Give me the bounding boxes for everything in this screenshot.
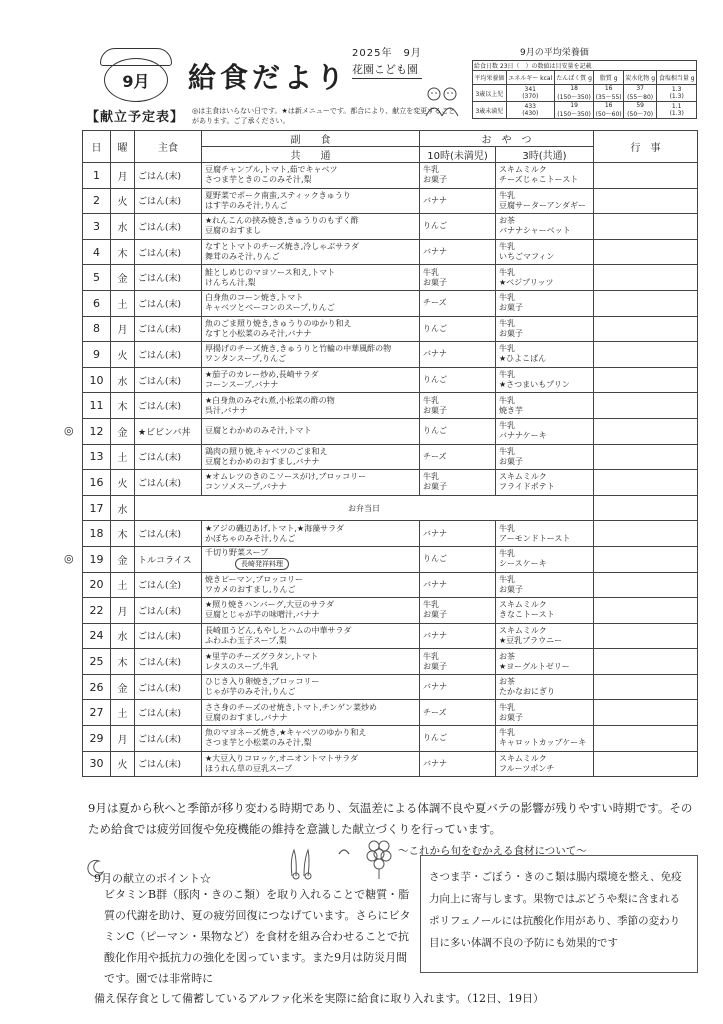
menu-row [83,751,698,777]
menu-side [202,700,420,726]
menu-side [202,418,420,444]
menu-snack-3: お茶 バナナシャーベット [496,214,594,240]
menu-side-line1: ★大豆入りコロッケ,オニオントマトサラダ [205,753,359,763]
menu-side-line1: 厚揚げのチーズ焼き,きゅうりと竹輪の中華風酢の物 [205,344,392,354]
menu-snack-3: 牛乳 キャロットカップケーキ [496,726,594,752]
flower-icon [336,846,352,862]
menu-day: 1 [83,163,111,189]
menu-staple: ごはん(全) [135,572,202,598]
menu-snack-10: りんご [420,418,496,444]
menu-day: 13 [83,444,111,470]
menu-section-note: ◎は主食はいらない日です。★は新メニューです。都合により、献立を変更することがあります。ご了承ください。 [192,107,456,125]
menu-row [83,470,698,496]
menu-snack-3: 牛乳 ★ひよこぱん [496,342,594,368]
header-staple: 主食 [135,131,202,163]
menu-snack-10: バナナ [420,751,496,777]
menu-side-line1: 魚のマヨネーズ焼き,★キャベツのゆかり和え [205,728,367,738]
menu-side-line2: ワンタンスープ,りんご [205,354,287,364]
menu-row [83,214,698,240]
menu-side-line2: はす芋のみそ汁,りんご [205,200,288,210]
menu-side [202,290,420,316]
menu-weekday: 月 [111,163,135,189]
menu-snack-3: 牛乳 いちごマフィン [496,239,594,265]
menu-event [594,521,698,547]
stockpile-note: 備え保存食として備蓄しているアルファ化米を実際に給食に取り入れます。（12日、19日） [94,992,544,1005]
menu-side-line1: ★里芋のチーズグラタン,トマト [205,651,319,661]
menu-side-line1: 長崎皿うどん,もやしとハムの中華サラダ [205,625,352,635]
menu-side [202,265,420,291]
menu-snack-10: 牛乳 お菓子 [420,649,496,675]
nutrition-value: 1.3 (1.3) [657,85,697,102]
menu-table [82,130,698,777]
menu-snack-10: バナナ [420,521,496,547]
menu-side [202,521,420,547]
menu-event [594,239,698,265]
date-school-block [352,46,422,79]
menu-weekday: 土 [111,572,135,598]
menu-event [594,623,698,649]
menu-snack-10: バナナ [420,572,496,598]
menu-event [594,726,698,752]
nutrition-value: 1.1 (1.3) [657,102,697,119]
nutrition-header: 平均栄養価 [473,71,507,85]
menu-row [83,290,698,316]
menu-snack-3: スキムミルク チーズじゃこトースト [496,163,594,189]
menu-snack-10: りんご [420,367,496,393]
menu-row [83,265,698,291]
menu-weekday: 木 [111,649,135,675]
menu-event [594,290,698,316]
nutrition-value: 19 (150〜350) [554,102,594,119]
menu-side-line2: けんちん汁,梨 [205,277,256,287]
menu-side-line2: 舞茸のみそ汁,りんご [205,252,280,262]
nutrition-header: 脂質 g [594,71,624,85]
menu-row [83,674,698,700]
menu-side-line1: 白身魚のコーン焼き,トマト [205,293,304,303]
menu-side [202,214,420,240]
menu-side [202,163,420,189]
menu-row [83,495,698,521]
page-title: 給食だより [188,61,349,94]
menu-side [202,572,420,598]
menu-day: 10 [83,367,111,393]
no-staple-marker: ◎ [64,552,74,566]
menu-side-line2: なすと小松菜のみそ汁,バナナ [205,328,312,338]
menu-weekday: 木 [111,521,135,547]
menu-side [202,393,420,419]
nutrition-header: 炭水化物 g [623,71,656,85]
menu-snack-10: バナナ [420,239,496,265]
menu-day: 4 [83,239,111,265]
menu-side-line2: さつま芋と小松菜のみそ汁,梨 [205,738,312,748]
menu-event [594,163,698,189]
menu-side-line1: なすとトマトのチーズ焼き,冷しゃぶサラダ [205,242,360,252]
nutrition-value: 433 (430) [506,102,554,119]
menu-staple: ごはん(末) [135,444,202,470]
menu-side-line1: ★照り焼きハンバーグ,大豆のサラダ [205,600,335,610]
menu-day: 27 [83,700,111,726]
menu-day: 12 [83,418,111,444]
menu-staple: ごはん(末) [135,726,202,752]
menu-row [83,418,698,444]
menu-staple: ごはん(末) [135,649,202,675]
menu-snack-10: チーズ [420,290,496,316]
menu-row [83,316,698,342]
nutrition-header: エネルギー kcal [506,71,554,85]
header-snack-3: 3時(共通) [496,147,594,163]
menu-snack-3: スキムミルク きなこトースト [496,598,594,624]
menu-side-line1: 豆腐チャンプル,トマト,茹でキャベツ [205,165,338,175]
menu-event [594,342,698,368]
menu-side-line2: 豆腐とわかめのおすまし,バナナ [205,456,320,466]
menu-side [202,623,420,649]
menu-side-line2: ふわふわ玉子スープ,梨 [205,635,287,645]
menu-side [202,367,420,393]
menu-snack-3: スキムミルク フライドポテト [496,470,594,496]
menu-header-row [83,131,698,147]
menu-side-line1: ★オムレツのきのこソースがけ,ブロッコリー [205,472,367,482]
menu-row [83,623,698,649]
nutrition-value: 16 (50〜60) [595,102,622,118]
seasonal-ingredients-body: さつま芋・ごぼう・きのこ類は腸内環境を整え、免疫力向上に寄与します。果物ではぶどうや梨に含まれるポリフェノールには抗酸化作用があり、季節の変わり目に多い体調不良の予防にも効果的です [429,871,682,949]
menu-staple: ごはん(末) [135,214,202,240]
menu-day: 6 [83,290,111,316]
menu-weekday: 火 [111,188,135,214]
menu-day: 2 [83,188,111,214]
rabbit-illustration-icon [284,846,324,880]
menu-snack-10: バナナ [420,674,496,700]
menu-side [202,470,420,496]
menu-snack-3: 牛乳 お菓子 [496,444,594,470]
menu-snack-3: 牛乳 シースケーキ [496,546,594,572]
menu-side-line2: コーンスープ,バナナ [205,380,279,390]
menu-day: 30 [83,751,111,777]
menu-side-line1: ★白身魚のみぞれ煮,小松菜の酢の物 [205,395,335,405]
menu-staple: ごはん(末) [135,367,202,393]
menu-snack-10: バナナ [420,342,496,368]
menu-row [83,444,698,470]
menu-side-line2: キャベツとベーコンのスープ,りんご [205,303,335,313]
menu-weekday: 火 [111,470,135,496]
menu-special: お弁当日 [135,495,594,521]
menu-side [202,751,420,777]
menu-weekday: 水 [111,367,135,393]
menu-side [202,188,420,214]
month-badge [98,46,176,108]
menu-weekday: 土 [111,290,135,316]
menu-weekday: 土 [111,700,135,726]
menu-staple: ごはん(末) [135,470,202,496]
menu-snack-3: お茶 たかなおにぎり [496,674,594,700]
nutrition-value: 16 (35〜55) [595,85,622,101]
menu-event [594,214,698,240]
nutrition-header: 食塩相当量 g [657,71,697,85]
nutrition-header-row [473,71,697,85]
menu-snack-10: りんご [420,726,496,752]
menu-weekday: 木 [111,393,135,419]
menu-event [594,188,698,214]
menu-event [594,700,698,726]
nutrition-value: 37 (55〜80) [623,85,656,102]
menu-row [83,572,698,598]
menu-snack-3: 牛乳 お菓子 [496,572,594,598]
menu-side [202,342,420,368]
menu-row [83,393,698,419]
menu-row [83,726,698,752]
menu-event [594,367,698,393]
menu-staple: ごはん(末) [135,188,202,214]
menu-staple: ごはん(末) [135,674,202,700]
header-day: 日 [83,131,111,163]
menu-staple: ごはん(末) [135,239,202,265]
menu-side-line2: 豆腐のおすまし,バナナ [205,712,288,722]
menu-staple: ごはん(末) [135,623,202,649]
menu-snack-10: 牛乳 お菓子 [420,470,496,496]
menu-day: 18 [83,521,111,547]
nutrition-value: 341 (370) [506,85,554,102]
menu-event [594,598,698,624]
header-snack-10: 10時(未満児) [420,147,496,163]
menu-event [594,444,698,470]
menu-staple: ★ビビンバ丼 [135,418,202,444]
menu-side [202,239,420,265]
menu-snack-3: 牛乳 ★ベジプリッツ [496,265,594,291]
menu-staple: ごはん(末) [135,700,202,726]
menu-weekday: 水 [111,623,135,649]
menu-side-line2: じゃが芋のみそ汁,りんご [205,687,296,697]
menu-row [83,239,698,265]
menu-snack-10: バナナ [420,623,496,649]
menu-event [594,316,698,342]
nutrition-row [473,85,697,102]
menu-day: 20 [83,572,111,598]
menu-side-line2: レタスのスープ,牛乳 [205,661,279,671]
menu-staple: ごはん(末) [135,265,202,291]
menu-snack-10: チーズ [420,700,496,726]
menu-snack-10: チーズ [420,444,496,470]
menu-side-line2: 豆腐のおすまし [205,226,261,236]
menu-staple: ごはん(末) [135,316,202,342]
menu-staple: ごはん(末) [135,342,202,368]
menu-snack-3: 牛乳 お菓子 [496,290,594,316]
menu-weekday: 月 [111,316,135,342]
menu-day: 5 [83,265,111,291]
menu-day: 24 [83,623,111,649]
menu-day: 19 [83,546,111,572]
nutrition-table [472,60,697,119]
year-month: 2025年 9月 [352,48,422,59]
menu-weekday: 水 [111,495,135,521]
menu-day: 17 [83,495,111,521]
menu-side-line1: 鮭としめじのマヨソース和え,トマト [205,267,336,277]
header-event: 行 事 [594,131,698,163]
nutrition-title: 9月の平均栄養価 [520,48,589,58]
menu-day: 11 [83,393,111,419]
menu-weekday: 木 [111,239,135,265]
menu-day: 26 [83,674,111,700]
grapes-icon [362,836,396,880]
menu-staple: ごはん(末) [135,751,202,777]
nutrition-header: たんぱく質 g [554,71,594,85]
menu-day: 22 [83,598,111,624]
menu-side [202,674,420,700]
menu-day: 16 [83,470,111,496]
menu-day: 3 [83,214,111,240]
nutrition-row [473,102,697,119]
menu-row [83,188,698,214]
menu-snack-10: りんご [420,546,496,572]
nutrition-row-label: 3歳未満児 [473,102,507,119]
menu-snack-3: 牛乳 焼き芋 [496,393,594,419]
menu-side-line1: ひじき入り卵焼き,ブロッコリー [205,677,320,687]
menu-snack-3: お茶 ★ヨーグルトゼリー [496,649,594,675]
menu-side-line1: 鶏肉の照り焼,キャベツのごま和え [205,446,328,456]
menu-event [594,674,698,700]
menu-day: 9 [83,342,111,368]
nutrition-row-label: 3歳以上児 [473,85,507,102]
menu-event [594,546,698,572]
nutrition-value: 18 (150〜350) [554,85,594,102]
school-name: 花園こども園 [352,62,422,79]
seasonal-ingredients-title: ～これから旬をむかえる食材について～ [398,845,587,857]
menu-side-line1: 豆腐とわかめのみそ汁,トマト [205,426,312,436]
menu-event [594,572,698,598]
menu-side-line1: 魚のごま照り焼き,きゅうりのゆかり和え [205,318,352,328]
menu-side-line2 [205,558,416,570]
menu-side-line2: コンソメスープ,バナナ [205,482,287,492]
menu-day: 29 [83,726,111,752]
menu-snack-10: 牛乳 お菓子 [420,163,496,189]
menu-snack-3: 牛乳 バナナケーキ [496,418,594,444]
menu-side-line1: 焼きピーマン,ブロッコリー [205,574,304,584]
menu-side-line2: ほうれん草の豆乳スープ [205,763,293,773]
menu-side [202,316,420,342]
month-badge-label: 9月 [104,58,168,102]
intro-note: 9月は夏から秋へと季節が移り変わる時期であり、気温差による体調不良や夏バテの影響が残りやすい時期です。そのため給食では疲労回復や免疫機能の維持を意識した献立づくりを行っています。 [88,801,693,836]
menu-side-line2: ワカメのおすまし,りんご [205,584,296,594]
menu-event [594,495,698,521]
menu-side-line1: ★茄子のカレー炒め,長崎サラダ [205,370,319,380]
menu-tag: 長崎発祥料理 [235,558,289,570]
menu-weekday: 水 [111,214,135,240]
menu-snack-10: バナナ [420,188,496,214]
menu-side-line1: ★アジの磯辺あげ,トマト,★海藻サラダ [205,523,345,533]
menu-staple: ごはん(末) [135,163,202,189]
nutrition-days-label: 給食日数 23日（ ）の数値は目安量を記載 [473,61,697,71]
menu-side-line2: かぼちゃのみそ汁,りんご [205,533,296,543]
menu-snack-3: 牛乳 お菓子 [496,316,594,342]
menu-event [594,470,698,496]
menu-snack-10: 牛乳 お菓子 [420,265,496,291]
menu-row [83,163,698,189]
menu-weekday: 月 [111,726,135,752]
menu-snack-3: スキムミルク フルーツポンチ [496,751,594,777]
menu-event [594,649,698,675]
menu-weekday: 金 [111,418,135,444]
menu-side [202,726,420,752]
menu-side-line1: ★れんこんの挟み焼き,きゅうりのもずく酢 [205,216,359,226]
menu-snack-10: 牛乳 お菓子 [420,598,496,624]
menu-row [83,598,698,624]
nutrition-value: 59 (50〜70) [623,102,656,119]
menu-weekday: 金 [111,546,135,572]
menu-event [594,265,698,291]
menu-side-line1: 夏野菜でポーク南蛮,スティックきゅうり [205,190,351,200]
menu-snack-10: 牛乳 お菓子 [420,393,496,419]
menu-section-label: 【献立予定表】 [86,110,185,125]
menu-weekday: 土 [111,444,135,470]
menu-row [83,342,698,368]
menu-side [202,598,420,624]
menu-row [83,367,698,393]
menu-row [83,546,698,572]
menu-day: 8 [83,316,111,342]
menu-weekday: 火 [111,342,135,368]
menu-staple: ごはん(末) [135,393,202,419]
menu-side [202,649,420,675]
menu-snack-3: 牛乳 ★さつまいもプリン [496,367,594,393]
menu-event [594,418,698,444]
menu-side [202,444,420,470]
menu-event [594,751,698,777]
header-side: 副 食 [202,131,420,147]
menu-side [202,546,420,572]
menu-snack-3: スキムミルク ★豆乳ブラウニー [496,623,594,649]
menu-point-body: ビタミンB群（豚肉・きのこ類）を取り入れることで糖質・脂質の代謝を助け、夏の疲労回復につなげています。さらにビタミンC（ピーマン・果物など）を食材を組み合わせることで抗酸化作用や抵抗力の強化を図っています。また9月は防災月間です。園では非常時に [104,888,411,985]
menu-event [594,393,698,419]
menu-row [83,700,698,726]
menu-side-line2: 豆腐とじゃが芋の味噌汁,バナナ [205,610,320,620]
header-dow: 曜 [111,131,135,163]
menu-side-line1: 千切り野菜スープ [205,548,269,558]
header-side-common: 共 通 [202,147,420,163]
menu-side-line1: ささ身のチーズのせ焼き,トマト,チンゲン菜炒め [205,702,377,712]
menu-snack-3: 牛乳 お菓子 [496,700,594,726]
menu-weekday: 金 [111,265,135,291]
menu-snack-3: 牛乳 アーモンドトースト [496,521,594,547]
no-staple-marker: ◎ [64,424,74,438]
menu-weekday: 月 [111,598,135,624]
menu-row [83,649,698,675]
menu-staple: ごはん(末) [135,521,202,547]
menu-weekday: 火 [111,751,135,777]
menu-snack-10: りんご [420,316,496,342]
menu-day: 25 [83,649,111,675]
menu-snack-3: 牛乳 豆腐サーターアンダギー [496,188,594,214]
menu-weekday: 金 [111,674,135,700]
menu-row [83,521,698,547]
menu-point-title: 9月の献立のポイント☆ [94,872,211,885]
menu-snack-10: りんご [420,214,496,240]
seasonal-ingredients-box [420,855,698,973]
menu-side-line2: 呉汁,バナナ [205,405,248,415]
menu-side-line2: さつま芋ときのこのみそ汁,梨 [205,175,312,185]
menu-staple: ごはん(末) [135,598,202,624]
menu-staple: トルコライス [135,546,202,572]
menu-staple: ごはん(末) [135,290,202,316]
header-snack: お や つ [420,131,594,147]
